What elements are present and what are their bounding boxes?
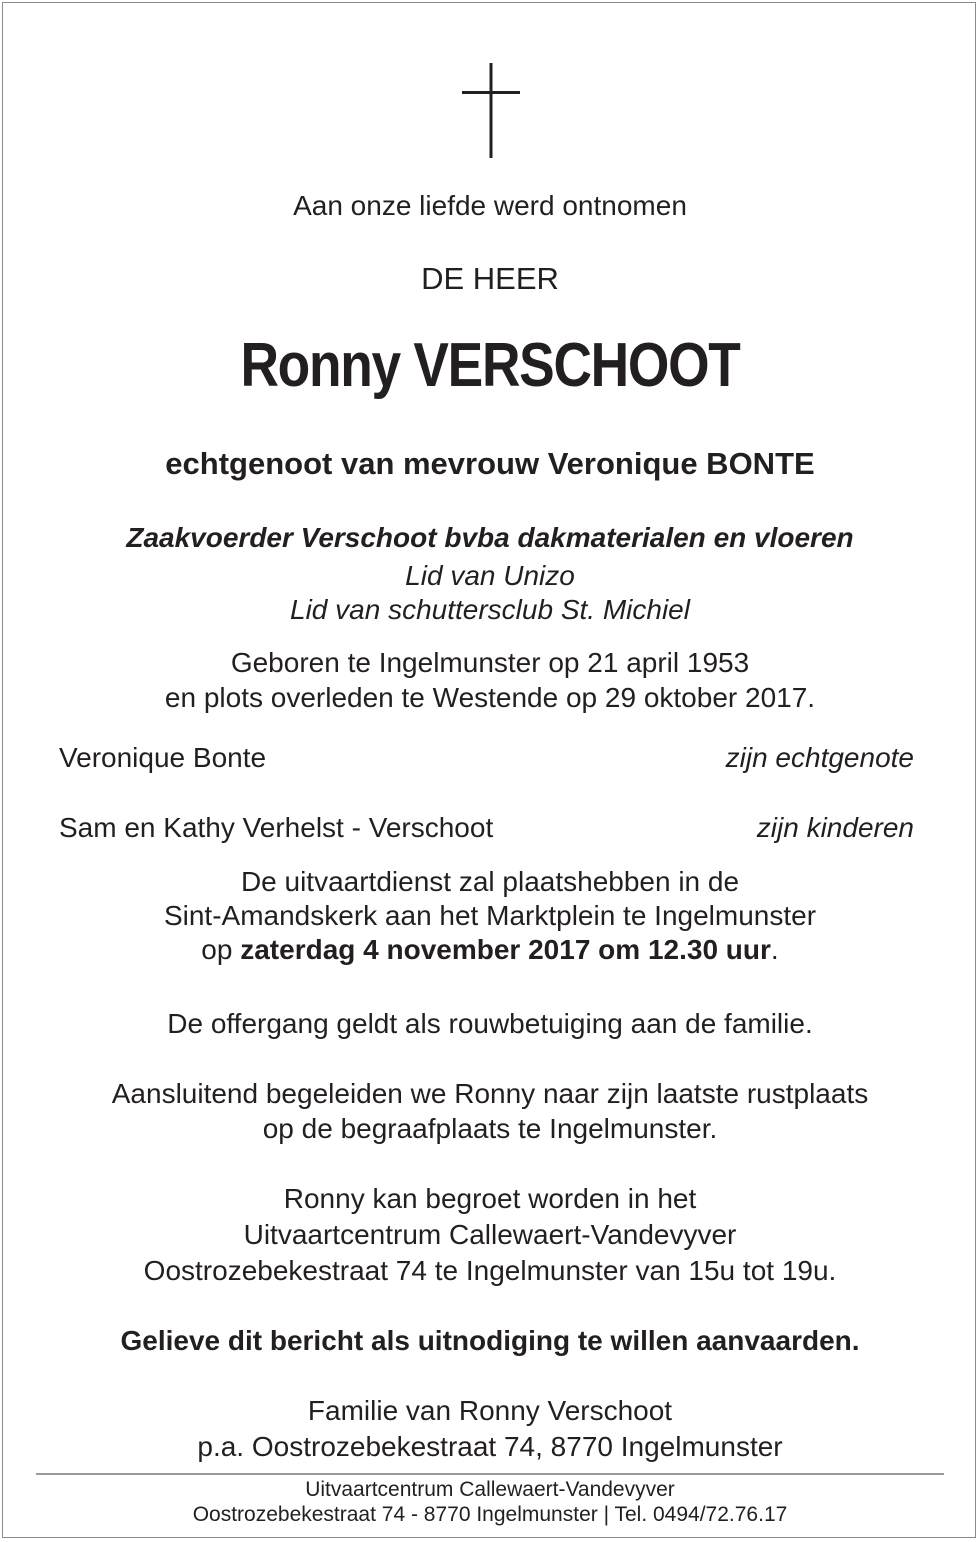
- spouse-line: echtgenoot van mevrouw Veronique BONTE: [165, 446, 815, 481]
- role-club: Lid van schuttersclub St. Michiel: [290, 594, 690, 625]
- visitation-line-1: Ronny kan begroet worden in het: [283, 1183, 697, 1214]
- visitation-line-2: Uitvaartcentrum Callewaert-Vandevyver: [243, 1219, 737, 1250]
- service-line-2: Sint-Amandskerk aan het Marktplein te Ingelmunster: [163, 900, 817, 931]
- family-member-name: Veronique Bonte: [59, 742, 267, 773]
- family-member-relation: zijn kinderen: [756, 812, 914, 843]
- footer-contact: Oostrozebekestraat 74 - 8770 Ingelmunster | Tel. 0494/72.76.17: [192, 1503, 788, 1526]
- family-member-relation: zijn echtgenote: [725, 742, 914, 773]
- signature-line-1: Familie van Ronny Verschoot: [307, 1395, 673, 1426]
- service-suffix: .: [770, 934, 779, 965]
- deceased-name: Ronny VERSCHOOT: [240, 331, 740, 400]
- footer-divider: [36, 1473, 944, 1475]
- honorific: DE HEER: [421, 261, 559, 296]
- burial-line-2: op de begraafplaats te Ingelmunster.: [262, 1113, 718, 1144]
- role-unizo: Lid van Unizo: [405, 560, 575, 591]
- signature-line-2: p.a. Oostrozebekestraat 74, 8770 Ingelmunster: [197, 1431, 783, 1462]
- cross-icon: [462, 63, 520, 158]
- family-member-name: Sam en Kathy Verhelst - Verschoot: [59, 812, 494, 843]
- service-line-1: De uitvaartdienst zal plaatshebben in de: [240, 866, 740, 897]
- footer-company: Uitvaartcentrum Callewaert-Vandevyver: [305, 1478, 675, 1501]
- birth-line: Geboren te Ingelmunster op 21 april 1953: [230, 647, 750, 678]
- service-date-line: [0, 934, 980, 966]
- service-date-time: zaterdag 4 november 2017 om 12.30 uur: [240, 934, 771, 965]
- offering-text: De offergang geldt als rouwbetuiging aan de familie.: [167, 1008, 813, 1039]
- burial-line-1: Aansluitend begeleiden we Ronny naar zijn laatste rustplaats: [111, 1078, 869, 1109]
- invitation-text: Gelieve dit bericht als uitnodiging te willen aanvaarden.: [120, 1325, 860, 1356]
- death-line: en plots overleden te Westende op 29 oktober 2017.: [164, 682, 816, 713]
- intro-text: Aan onze liefde werd ontnomen: [293, 190, 687, 221]
- service-prefix: op: [201, 934, 241, 965]
- role-business: Zaakvoerder Verschoot bvba dakmaterialen en vloeren: [126, 522, 854, 553]
- visitation-line-3: Oostrozebekestraat 74 te Ingelmunster van 15u tot 19u.: [143, 1255, 837, 1286]
